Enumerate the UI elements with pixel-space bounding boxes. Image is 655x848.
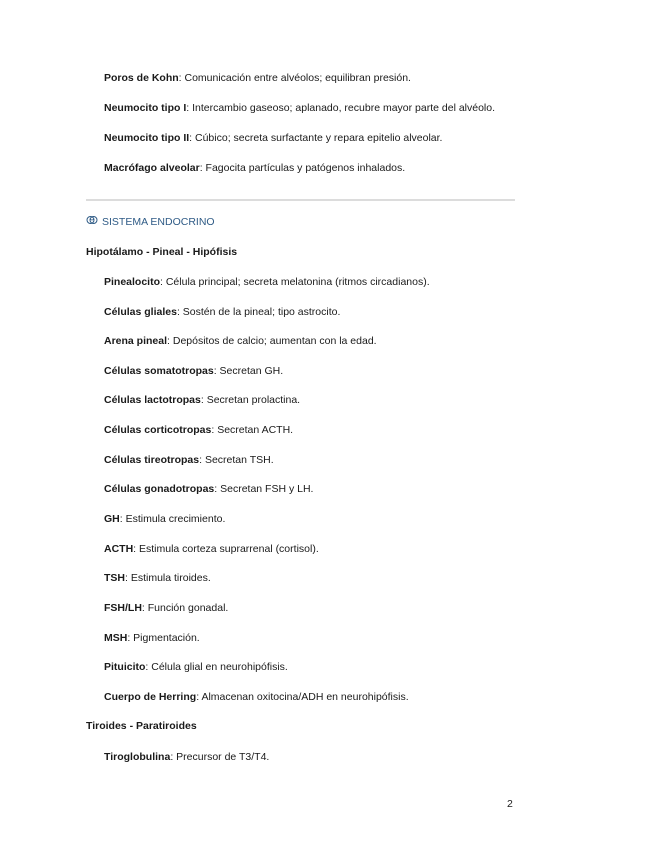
- section-heading: [86, 214, 215, 230]
- list-item: Macrófago alveolar: Fagocita partículas y patógenos inhalados.: [104, 162, 406, 174]
- list-item: Neumocito tipo II: Cúbico; secreta surfactante y repara epitelio alveolar.: [104, 132, 443, 144]
- brain-icon: [86, 214, 98, 230]
- list-item: Poros de Kohn: Comunicación entre alvéolos; equilibran presión.: [104, 72, 411, 84]
- list-item: Células gonadotropas: Secretan FSH y LH.: [104, 483, 314, 495]
- list-item: Células lactotropas: Secretan prolactina.: [104, 394, 301, 406]
- list-item: FSH/LH: Función gonadal.: [104, 602, 229, 614]
- list-item: TSH: Estimula tiroides.: [104, 572, 211, 584]
- list-item: GH: Estimula crecimiento.: [104, 513, 226, 525]
- list-item: ACTH: Estimula corteza suprarrenal (cortisol).: [104, 543, 319, 555]
- list-item: Células corticotropas: Secretan ACTH.: [104, 424, 294, 436]
- list-item: Células somatotropas: Secretan GH.: [104, 365, 284, 377]
- section-divider: [86, 199, 515, 201]
- section-title: SISTEMA ENDOCRINO: [102, 216, 215, 228]
- page-number: 2: [507, 798, 513, 810]
- list-item: Pituicito: Célula glial en neurohipófisis.: [104, 661, 288, 673]
- list-item: Cuerpo de Herring: Almacenan oxitocina/ADH en neurohipófisis.: [104, 691, 409, 703]
- list-item: Células gliales: Sostén de la pineal; tipo astrocito.: [104, 306, 341, 318]
- subheading: Hipotálamo - Pineal - Hipófisis: [86, 246, 238, 258]
- list-item: Células tireotropas: Secretan TSH.: [104, 454, 274, 466]
- list-item: Tiroglobulina: Precursor de T3/T4.: [104, 751, 270, 763]
- list-item: Arena pineal: Depósitos de calcio; aumentan con la edad.: [104, 335, 377, 347]
- list-item: Pinealocito: Célula principal; secreta melatonina (ritmos circadianos).: [104, 276, 430, 288]
- subheading: Tiroides - Paratiroides: [86, 720, 197, 732]
- list-item: MSH: Pigmentación.: [104, 632, 200, 644]
- list-item: Neumocito tipo I: Intercambio gaseoso; aplanado, recubre mayor parte del alvéolo.: [104, 102, 496, 114]
